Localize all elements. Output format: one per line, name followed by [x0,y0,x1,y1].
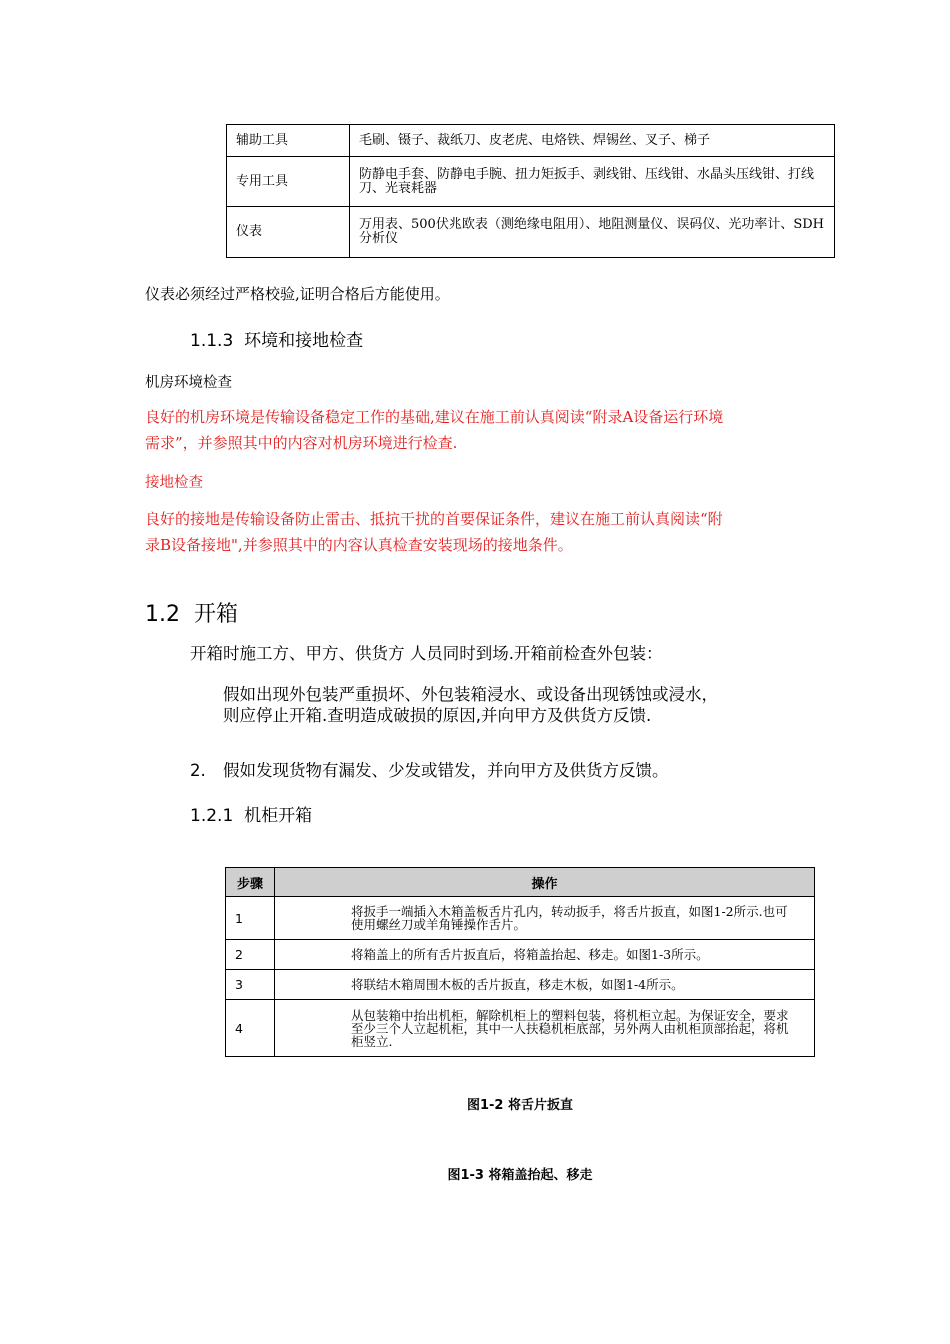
section-number: 1.2 [145,602,180,627]
section-title: 机柜开箱 [244,806,313,826]
text-line: 从包装箱中抬出机柜，解除机柜上的塑料包装，将机柜立起。为保证安全，要求 [351,1007,789,1023]
tool-category: 仪表 [227,207,350,258]
table-row [227,125,835,157]
step-operation [275,970,815,1000]
text-line: 至少三个人立起机柜，其中一人扶稳机柜底部，另外两人由机柜顶部抬起，将机 [351,1020,789,1036]
table-row [227,207,835,258]
table-row [226,940,815,970]
tools-table [226,124,835,258]
figure-caption-1-2: 图1-2 将舌片扳直 [466,1098,573,1113]
section-heading-1-2 [145,597,238,628]
room-env-heading: 机房环境检查 [145,375,232,391]
column-header-operation: 操作 [275,868,815,897]
text-line: 假如出现外包装严重损坏、外包装箱浸水、或设备出现锈蚀或浸水， [223,685,718,704]
text-line: 良好的接地是传输设备防止雷击、抵抗干扰的首要保证条件，建议在施工前认真阅读“附 [145,510,723,528]
tool-category: 专用工具 [227,157,350,207]
unpack-intro: 开箱时施工方、甲方、供货方 人员同时到场.开箱前检查外包装： [190,644,663,663]
step-operation [275,940,815,970]
table-row [227,157,835,207]
tool-category: 辅助工具 [227,125,350,157]
section-heading-1-1-3 [190,326,363,351]
list-number: 2. [190,761,206,780]
list-item-1 [223,684,718,726]
text-line: 将扳手一端插入木箱盖板舌片孔内，转动扳手，将舌片扳直，如图1-2所示.也可 [351,904,788,919]
step-number: 4 [226,1000,275,1057]
section-number: 1.1.3 [190,331,234,351]
tool-items: 毛刷、镊子、裁纸刀、皮老虎、电烙铁、焊锡丝、叉子、梯子 [350,125,835,157]
table-header-row [226,868,815,897]
text-line: 将箱盖上的所有舌片扳直后，将箱盖抬起、移走。如图1-3所示。 [351,947,709,962]
text-line: 良好的机房环境是传输设备稳定工作的基础,建议在施工前认真阅读“附录A设备运行环境 [145,408,724,426]
table-row [226,897,815,940]
table-row [226,1000,815,1057]
step-number: 2 [226,940,275,970]
tool-items: 万用表、500伏兆欧表（测绝缘电阻用）、地阻测量仪、误码仪、光功率计、SDH分析仪 [350,207,835,258]
text-line: 柜竖立. [351,1033,393,1049]
room-env-text [145,404,723,456]
step-number: 3 [226,970,275,1000]
ground-heading: 接地检查 [145,475,203,491]
list-item-2 [190,760,669,781]
table-row [226,970,815,1000]
list-text: 假如发现货物有漏发、少发或错发，并向甲方及供货方反馈。 [223,761,669,780]
section-title: 开箱 [194,602,239,627]
section-number: 1.2.1 [190,806,234,826]
step-operation [275,1000,815,1057]
ground-text [145,506,723,558]
text-line: 录B设备接地",并参照其中的内容认真检查安装现场的接地条件。 [145,536,573,554]
instrument-note: 仪表必须经过严格校验,证明合格后方能使用。 [145,285,450,303]
steps-table [225,867,815,1057]
column-header-step: 步骤 [226,868,275,897]
text-line: 需求”，并参照其中的内容对机房环境进行检查. [145,434,458,452]
text-line: 则应停止开箱.查明造成破损的原因,并向甲方及供货方反馈. [223,706,652,725]
text-line: 使用螺丝刀或羊角锤操作舌片。 [351,917,527,932]
section-heading-1-2-1 [190,801,312,826]
figure-caption-1-3: 图1-3 将箱盖抬起、移走 [447,1168,593,1183]
text-line: 将联结木箱周围木板的舌片扳直，移走木板，如图1-4所示。 [351,977,684,992]
section-title: 环境和接地检查 [244,331,364,351]
step-number: 1 [226,897,275,940]
step-operation [275,897,815,940]
tool-items: 防静电手套、防静电手腕、扭力矩扳手、剥线钳、压线钳、水晶头压线钳、打线刀、光衰耗器 [350,157,835,207]
